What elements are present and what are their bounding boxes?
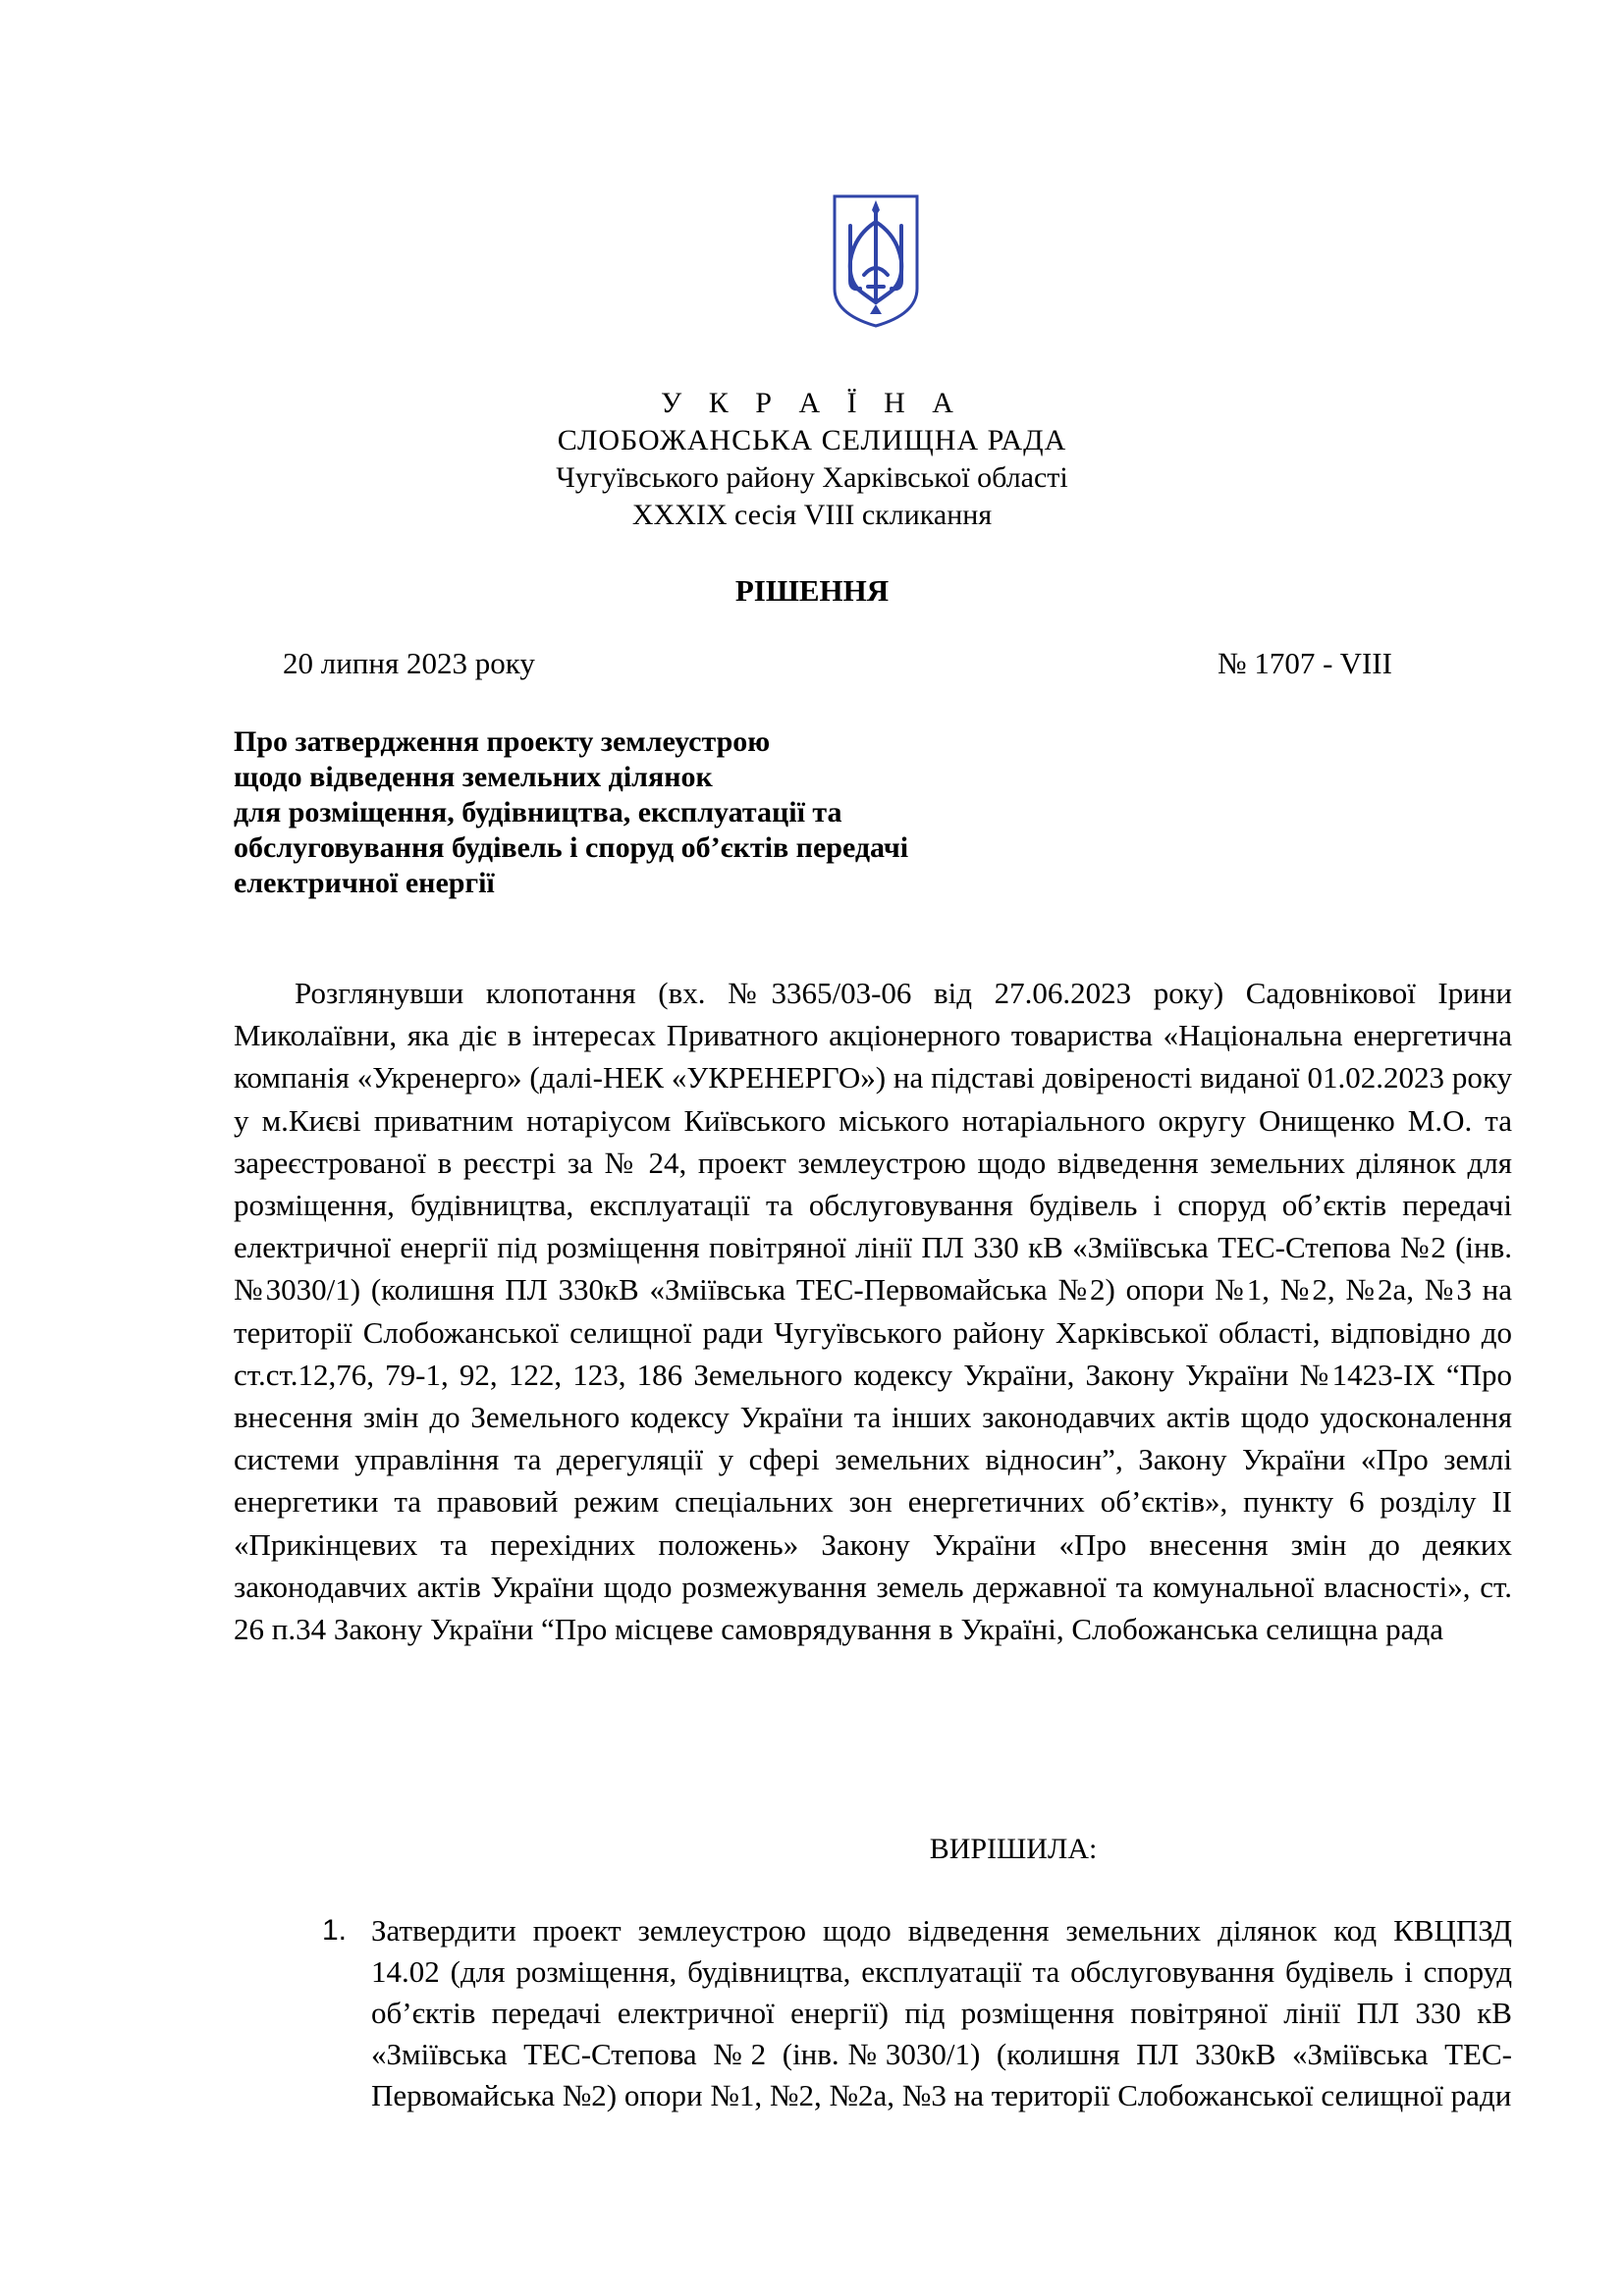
resolved-heading [0, 1833, 1624, 1866]
list-item-number: 1. [322, 1914, 348, 1947]
subject-line: для розміщення, будівництва, експлуатації та [234, 796, 842, 828]
decision-number: № 1707 - VIII [1218, 646, 1392, 680]
coat-of-arms-icon [831, 192, 921, 330]
resolved-label: ВИРІШИЛА: [929, 1833, 1098, 1865]
subject-line: щодо відведення земельних ділянок [234, 761, 713, 793]
decision-title: РІШЕННЯ [734, 573, 890, 608]
decision-date: 20 липня 2023 року [283, 646, 535, 680]
country-name: У К Р А Ї Н А [661, 387, 963, 419]
district-name: Чугуївського району Харківської області [556, 461, 1068, 494]
body-paragraph: Розглянувши клопотання (вх. №3365/03-06 від 27.06.2023 року) Садовнікової Ірини Миколаївни, яка діє в інтересах Приватного акціонерного товариства «Національна енергетична компанія «Укренерго» (далі-НЕК «УКРЕНЕРГО») на підставі довіреності виданої 01.02.2023 року у м.Києві приватним нотаріусом Київського міського нотаріального округу Онищенко М.О. та зареєстрованої в реєстрі за № 24, проект землеустрою щодо відведення земельних ділянок для розміщення, будівництва, експлуатації та обслуговування будівель і споруд об’єктів передачі електричної енергії під розміщення повітряної лінії ПЛ 330 кВ «Зміївська ТЕС-Степова №2 (інв.№3030/1) (колишня ПЛ 330кВ «Зміївська ТЕС-Первомайська №2) опори №1, №2, №2а, №3 на території Слобожанської селищної ради Чугуївського району Харківської області, відповідно до ст.ст.12,76, 79-1, 92, 122, 123, 186 Земельного кодексу України, Закону України №1423-IX “Про внесення змін до Земельного кодексу України та інших законодавчих актів щодо удосконалення системи управління та дерегуляції у сфері земельних відносин”, Закону України «Про землі енергетики та правовий режим спеціальних зон енергетичних об’єктів», пункту 6 розділу ІІ «Прикінцевих та перехідних положень» Закону України «Про внесення змін до деяких законодавчих актів України щодо розмежування земель державної та комунальної власності», ст. 26 п.34 Закону України “Про місцеве самоврядування в Україні, Слобожанська селищна рада [234, 976, 1512, 1647]
subject-line: Про затвердження проекту землеустрою [234, 725, 771, 758]
council-name: СЛОБОЖАНСЬКА СЕЛИЩНА РАДА [557, 424, 1067, 456]
list-item-text: Затвердити проект землеустрою щодо відведення земельних ділянок код КВЦПЗД 14.02 (для розміщення, будівництва, експлуатації та обслуговування будівель і споруд об’єктів передачі електричної енергії) під розміщення повітряної лінії ПЛ 330 кВ «Зміївська ТЕС-Степова №2 (інв.№3030/1) (колишня ПЛ 330кВ «Зміївська ТЕС-Первомайська №2) опори №1, №2, №2а, №3 на території Слобожанської селищної ради [371, 1913, 1512, 2112]
subject-line: обслуговування будівель і споруд об’єктів передачі [234, 831, 909, 864]
subject-line: електричної енергії [234, 867, 495, 899]
decision-subject [234, 724, 1019, 901]
session-info: XXXIX сесія VIII скликання [631, 499, 993, 531]
